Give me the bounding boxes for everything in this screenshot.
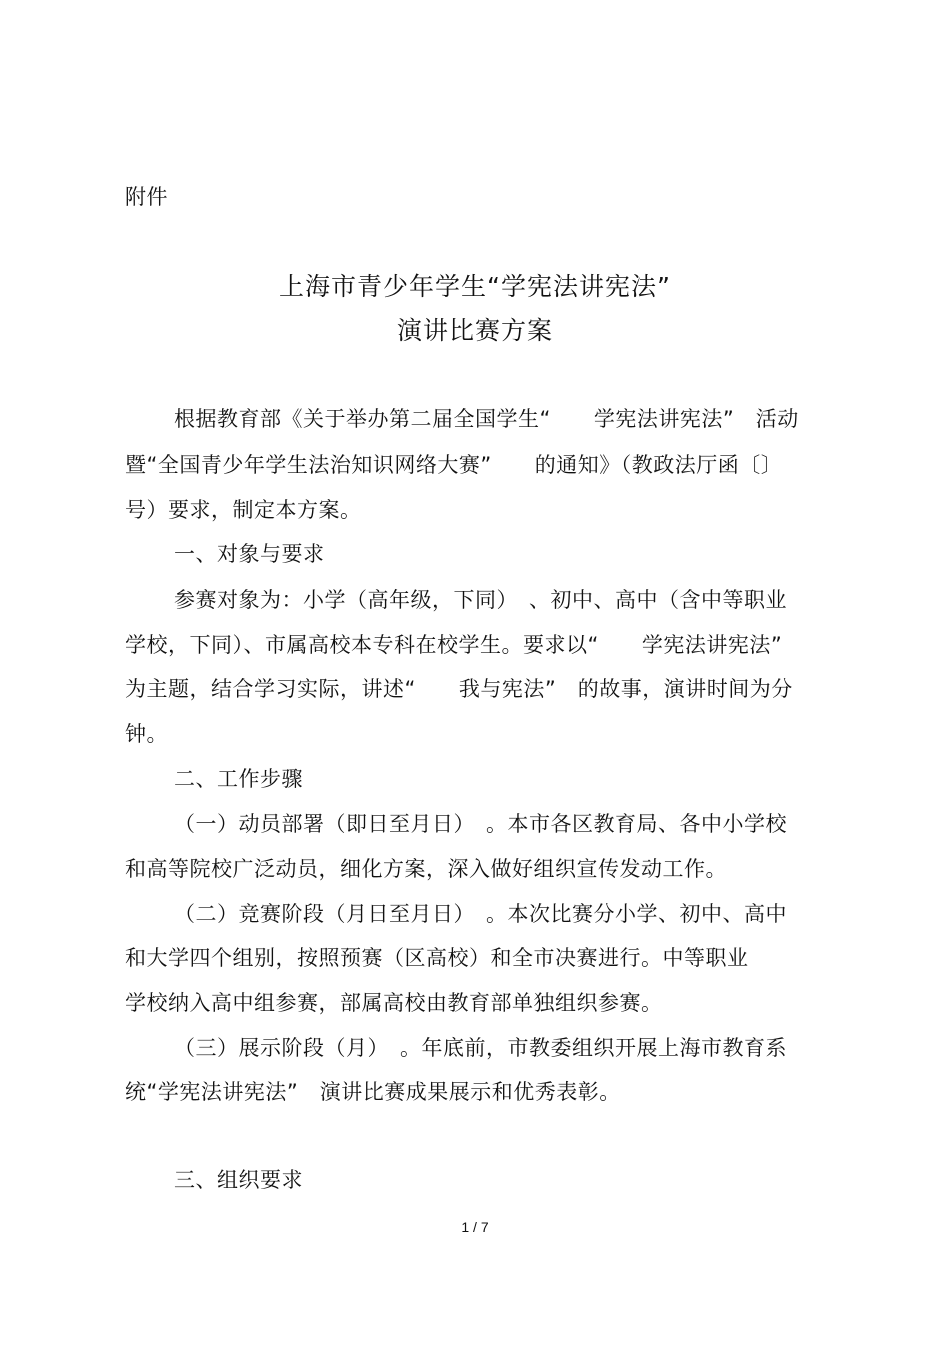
document-title-line1: 上海市青少年学生“学宪法讲宪法” [279,272,671,301]
intro-paragraph-line: 暨“全国青少年学生法治知识网络大赛” 的通知》（教政法厅函〔〕 [125,453,783,477]
page-number: 1 / 7 [461,1219,489,1235]
intro-paragraph-line: 号）要求，制定本方案。 [125,498,362,522]
intro-paragraph-line: 根据教育部《关于举办第二届全国学生“ 学宪法讲宪法” 活动 [174,407,799,431]
step2-paragraph-line: （二）竞赛阶段（月日至月日） 。本次比赛分小学、初中、高中 [174,902,787,926]
section-heading-1: 一、对象与要求 [174,542,325,566]
step1-paragraph-line: 和高等院校广泛动员，细化方案，深入做好组织宣传发动工作。 [125,857,727,881]
section1-paragraph-line: 为主题，结合学习实际，讲述“ 我与宪法” 的故事，演讲时间为分 [125,677,793,701]
step3-paragraph-line: 统“学宪法讲宪法” 演讲比赛成果展示和优秀表彰。 [125,1080,621,1104]
section1-paragraph-line: 钟。 [125,722,168,746]
section1-paragraph-line: 学校，下同）、市属高校本专科在校学生。要求以“ 学宪法讲宪法” [125,633,783,657]
document-title-line2: 演讲比赛方案 [396,316,553,345]
section-heading-3: 三、组织要求 [174,1168,303,1192]
section1-paragraph-line: 参赛对象为：小学（高年级，下同） 、初中、高中（含中等职业 [174,588,787,612]
step2-paragraph-line: 学校纳入高中组参赛，部属高校由教育部单独组织参赛。 [125,991,663,1015]
section-heading-2: 二、工作步骤 [174,767,303,791]
step1-paragraph-line: （一）动员部署（即日至月日） 。本市各区教育局、各中小学校 [174,812,787,836]
step2-paragraph-line: 和大学四个组别，按照预赛（区高校）和全市决赛进行。中等职业 [125,946,749,970]
attachment-label: 附件 [125,185,168,209]
step3-paragraph-line: （三）展示阶段（月） 。年底前，市教委组织开展上海市教育系 [174,1036,787,1060]
